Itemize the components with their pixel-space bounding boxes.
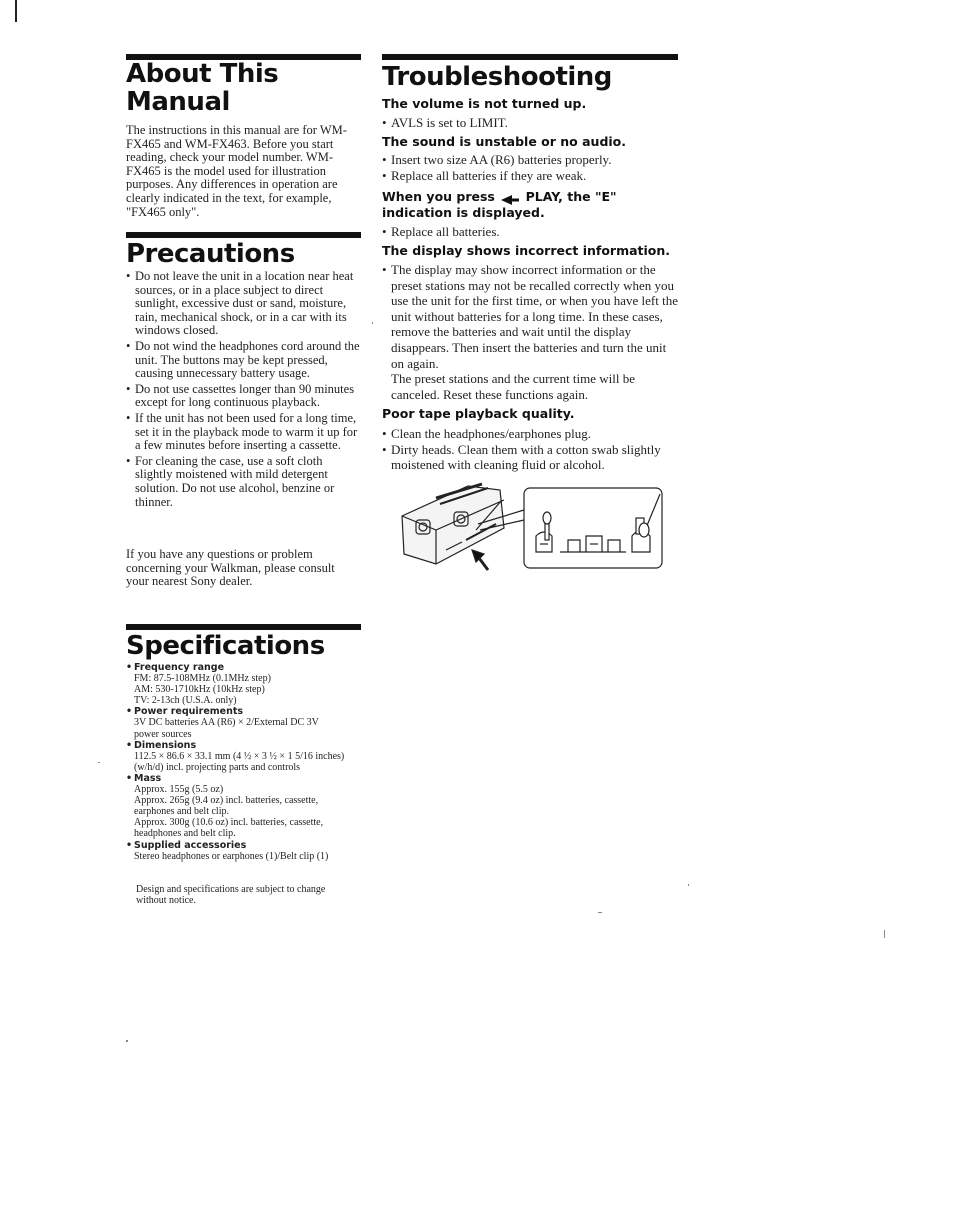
spec-label: • Power requirements [126, 706, 366, 717]
spec-line: (w/h/d) incl. projecting parts and controls [134, 761, 301, 773]
spec-line: FM: 87.5-108MHz (0.1MHz step) [134, 673, 271, 685]
spec-footer-line: Design and specifications are subject to change [136, 884, 326, 895]
ts-heading-play [382, 189, 642, 221]
spec-list [126, 662, 366, 862]
ts-item: • Insert two size AA (R6) batteries properly. [382, 152, 678, 168]
spec-footer-line: without notice. [136, 895, 196, 907]
scan-speck [688, 884, 689, 886]
spec-label: • Supplied accessories [126, 840, 366, 851]
precaution-item: • For cleaning the case, use a soft cloth slightly moistened with mild detergent solution. Do not use alcohol, benzine or thinner. [126, 455, 360, 509]
ts-heading-sound: The sound is unstable or no audio. [382, 134, 627, 149]
troubleshooting-title: Troubleshooting [382, 62, 612, 92]
precautions-closing: If you have any questions or problem concerning your Walkman, please consult your nearest Sony dealer. [126, 547, 335, 589]
spec-item [126, 740, 366, 773]
play-arrow-icon [501, 193, 519, 203]
spec-item [126, 662, 366, 706]
scan-speck [126, 1040, 128, 1042]
head-cleaning-illustration [396, 480, 666, 572]
spec-line: power sources [134, 728, 192, 740]
scan-speck [598, 912, 602, 913]
ts-heading-play-pre: When you press [382, 189, 495, 204]
ts-heading-play-post: PLAY, the "E" indication is displayed. [382, 189, 617, 220]
spec-line: Approx. 300g (10.6 oz) incl. batteries, cassette, [134, 817, 324, 829]
scan-speck [372, 322, 373, 324]
ts-volume-items [382, 115, 678, 131]
spec-line: TV: 2-13ch (U.S.A. only) [134, 695, 237, 707]
precautions-title: Precautions [126, 239, 295, 269]
ts-item: • Replace all batteries. [382, 224, 678, 240]
spec-item [126, 706, 366, 739]
ts-display-items [382, 262, 680, 402]
spec-footer [136, 884, 376, 906]
ts-display-note: The preset stations and the current time will be canceled. Reset these functions again. [391, 371, 636, 402]
precaution-item: • Do not wind the headphones cord around the unit. The buttons may be kept pressed, causing unnecessary battery usage. [126, 340, 360, 381]
precaution-item: • Do not leave the unit in a location near heat sources, or in a place subject to direct sunlight, excessive dust or sand, moisture, rain, mechanical shock, or in a car with its windows closed. [126, 270, 360, 338]
about-body: The instructions in this manual are for WM-FX465 and WM-FX463. Before you start reading, check your model number. WM-FX465 is the model used for illustration purposes. Any differences in operation are clearly indicated in the text, for example, "FX465 only". [126, 123, 347, 219]
ts-heading-display: The display shows incorrect information. [382, 243, 671, 258]
ts-heading-tape: Poor tape playback quality. [382, 406, 575, 421]
ts-sound-items [382, 152, 678, 183]
precautions-list [126, 270, 360, 511]
spec-label: • Dimensions [126, 740, 366, 751]
scan-speck [98, 762, 100, 763]
ts-item: • AVLS is set to LIMIT. [382, 115, 678, 131]
ts-play-items [382, 224, 678, 240]
about-title: About This Manual [126, 59, 279, 117]
spec-label: • Frequency range [126, 662, 366, 673]
ts-item: • Clean the headphones/earphones plug. [382, 426, 678, 442]
precaution-item: • Do not use cassettes longer than 90 minutes except for long continuous playback. [126, 383, 360, 410]
ts-item: • Replace all batteries if they are weak. [382, 168, 678, 184]
specifications-title: Specifications [126, 631, 325, 661]
spec-line: Stereo headphones or earphones (1)/Belt clip (1) [134, 850, 329, 862]
spec-label: • Mass [126, 773, 366, 784]
spec-line: 3V DC batteries AA (R6) × 2/External DC 3V [134, 717, 319, 729]
spec-line: Approx. 155g (5.5 oz) [134, 784, 224, 796]
spec-line: 112.5 × 86.6 × 33.1 mm (4 ½ × 3 ½ × 1 5/16 inches) [134, 750, 345, 762]
spec-item [126, 840, 366, 862]
ts-heading-volume: The volume is not turned up. [382, 96, 587, 111]
spec-line: headphones and belt clip. [134, 828, 236, 840]
scan-speck [884, 930, 885, 938]
precaution-item: • If the unit has not been used for a long time, set it in the playback mode to warm it up for a few minutes before inserting a cassette. [126, 412, 360, 453]
page-edge-mark [15, 0, 17, 22]
spec-line: AM: 530-1710kHz (10kHz step) [134, 684, 265, 696]
spec-item [126, 773, 366, 840]
ts-item: • The display may show incorrect information or the preset stations may not be recalled correctly when you use the unit for the first time, or when you have left the unit without batteries for a long time. In these cases, remove the batteries and wait until the display disappears. Then insert the batteries and turn the unit on again. [382, 262, 680, 371]
ts-tape-items [382, 426, 678, 473]
ts-item: • Dirty heads. Clean them with a cotton swab slightly moistened with cleaning fluid or alcohol. [382, 442, 678, 473]
spec-line: Approx. 265g (9.4 oz) incl. batteries, cassette, [134, 795, 319, 807]
spec-line: earphones and belt clip. [134, 806, 229, 818]
